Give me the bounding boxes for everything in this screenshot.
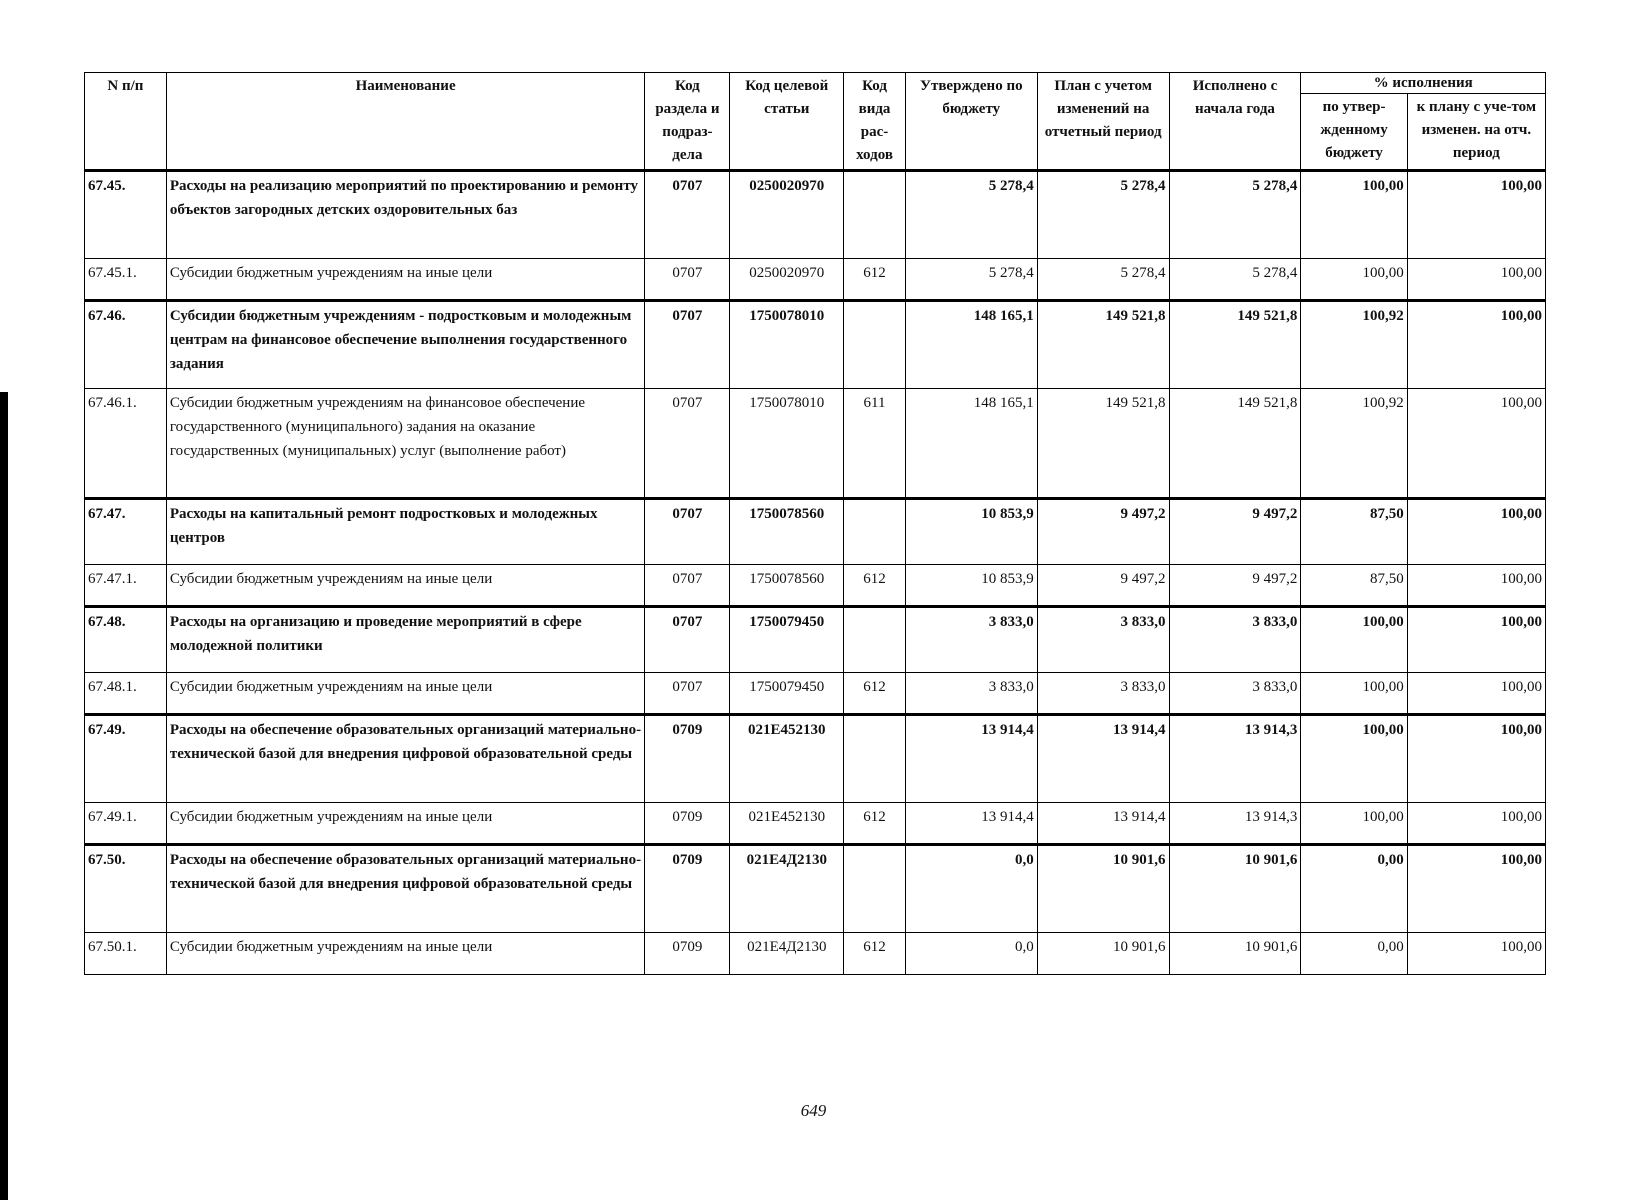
row-plan: 5 278,4 xyxy=(1037,171,1169,259)
row-plan: 9 497,2 xyxy=(1037,499,1169,565)
row-executed: 13 914,3 xyxy=(1169,803,1301,845)
row-pct-approved: 100,00 xyxy=(1301,803,1407,845)
row-name: Расходы на организацию и проведение мероприятий в сфере молодежной политики xyxy=(166,607,644,673)
row-number: 67.48. xyxy=(85,607,167,673)
row-approved: 10 853,9 xyxy=(905,499,1037,565)
row-type-code xyxy=(844,845,906,933)
row-name: Субсидии бюджетным учреждениям на финансовое обеспечение государственного (муниципального) задания на оказание государственных (муниципальных) услуг (выполнение работ) xyxy=(166,389,644,499)
header-plan: План с учетом изменений на отчетный период xyxy=(1037,73,1169,171)
table-body xyxy=(85,171,1546,975)
row-number: 67.49. xyxy=(85,715,167,803)
row-pct-approved: 100,92 xyxy=(1301,301,1407,389)
scan-edge-bar xyxy=(0,392,8,1200)
table-row xyxy=(85,171,1546,259)
row-number: 67.46. xyxy=(85,301,167,389)
table-header xyxy=(85,73,1546,171)
row-target-code: 1750078560 xyxy=(730,499,844,565)
row-name: Субсидии бюджетным учреждениям на иные цели xyxy=(166,673,644,715)
row-pct-approved: 100,00 xyxy=(1301,259,1407,301)
row-type-code: 612 xyxy=(844,565,906,607)
row-name: Расходы на капитальный ремонт подростковых и молодежных центров xyxy=(166,499,644,565)
row-executed: 149 521,8 xyxy=(1169,389,1301,499)
header-type: Код вида рас-ходов xyxy=(844,73,906,171)
header-pct-approved: по утвер-жденному бюджету xyxy=(1301,94,1407,171)
row-type-code xyxy=(844,499,906,565)
row-pct-plan: 100,00 xyxy=(1407,565,1545,607)
row-number: 67.45.1. xyxy=(85,259,167,301)
row-type-code: 612 xyxy=(844,803,906,845)
row-type-code: 612 xyxy=(844,259,906,301)
row-name: Субсидии бюджетным учреждениям на иные цели xyxy=(166,565,644,607)
table-row xyxy=(85,933,1546,975)
row-section-code: 0707 xyxy=(645,389,730,499)
row-section-code: 0707 xyxy=(645,565,730,607)
row-pct-plan: 100,00 xyxy=(1407,259,1545,301)
row-number: 67.50. xyxy=(85,845,167,933)
row-type-code xyxy=(844,301,906,389)
row-pct-plan: 100,00 xyxy=(1407,933,1545,975)
table-row xyxy=(85,673,1546,715)
row-pct-approved: 0,00 xyxy=(1301,933,1407,975)
row-pct-approved: 100,00 xyxy=(1301,171,1407,259)
row-section-code: 0709 xyxy=(645,933,730,975)
row-approved: 13 914,4 xyxy=(905,803,1037,845)
header-n: N п/п xyxy=(85,73,167,171)
row-approved: 5 278,4 xyxy=(905,171,1037,259)
table-row xyxy=(85,845,1546,933)
row-pct-approved: 0,00 xyxy=(1301,845,1407,933)
row-type-code xyxy=(844,171,906,259)
row-number: 67.47. xyxy=(85,499,167,565)
row-plan: 149 521,8 xyxy=(1037,301,1169,389)
header-target: Код целевой статьи xyxy=(730,73,844,171)
row-executed: 3 833,0 xyxy=(1169,673,1301,715)
header-name: Наименование xyxy=(166,73,644,171)
document-page xyxy=(84,72,1546,975)
row-plan: 3 833,0 xyxy=(1037,607,1169,673)
row-pct-approved: 100,00 xyxy=(1301,673,1407,715)
row-number: 67.47.1. xyxy=(85,565,167,607)
row-section-code: 0709 xyxy=(645,715,730,803)
row-approved: 0,0 xyxy=(905,933,1037,975)
row-approved: 3 833,0 xyxy=(905,673,1037,715)
row-section-code: 0707 xyxy=(645,171,730,259)
table-row xyxy=(85,715,1546,803)
row-executed: 10 901,6 xyxy=(1169,933,1301,975)
row-type-code xyxy=(844,715,906,803)
header-approved: Утверждено по бюджету xyxy=(905,73,1037,171)
table-row xyxy=(85,499,1546,565)
row-plan: 10 901,6 xyxy=(1037,933,1169,975)
row-section-code: 0707 xyxy=(645,607,730,673)
row-approved: 5 278,4 xyxy=(905,259,1037,301)
row-number: 67.49.1. xyxy=(85,803,167,845)
row-target-code: 021Е452130 xyxy=(730,715,844,803)
row-name: Субсидии бюджетным учреждениям - подростковым и молодежным центрам на финансовое обеспечение выполнения государственного задания xyxy=(166,301,644,389)
row-executed: 10 901,6 xyxy=(1169,845,1301,933)
row-name: Расходы на обеспечение образовательных организаций материально-технической базой для внедрения цифровой образовательной среды xyxy=(166,715,644,803)
row-section-code: 0707 xyxy=(645,673,730,715)
row-number: 67.48.1. xyxy=(85,673,167,715)
row-name: Субсидии бюджетным учреждениям на иные цели xyxy=(166,803,644,845)
row-approved: 3 833,0 xyxy=(905,607,1037,673)
row-number: 67.45. xyxy=(85,171,167,259)
table-row xyxy=(85,803,1546,845)
row-name: Расходы на реализацию мероприятий по проектированию и ремонту объектов загородных детских оздоровительных баз xyxy=(166,171,644,259)
row-section-code: 0709 xyxy=(645,845,730,933)
budget-table xyxy=(84,72,1546,975)
row-pct-plan: 100,00 xyxy=(1407,803,1545,845)
row-pct-plan: 100,00 xyxy=(1407,607,1545,673)
row-target-code: 1750078560 xyxy=(730,565,844,607)
row-plan: 149 521,8 xyxy=(1037,389,1169,499)
row-target-code: 1750079450 xyxy=(730,673,844,715)
row-number: 67.46.1. xyxy=(85,389,167,499)
row-section-code: 0707 xyxy=(645,259,730,301)
row-type-code: 611 xyxy=(844,389,906,499)
row-pct-approved: 87,50 xyxy=(1301,565,1407,607)
row-executed: 5 278,4 xyxy=(1169,171,1301,259)
row-target-code: 0250020970 xyxy=(730,259,844,301)
table-row xyxy=(85,259,1546,301)
row-pct-approved: 87,50 xyxy=(1301,499,1407,565)
table-row xyxy=(85,607,1546,673)
row-pct-approved: 100,00 xyxy=(1301,607,1407,673)
row-approved: 13 914,4 xyxy=(905,715,1037,803)
row-pct-plan: 100,00 xyxy=(1407,715,1545,803)
table-row xyxy=(85,389,1546,499)
row-plan: 13 914,4 xyxy=(1037,715,1169,803)
row-plan: 10 901,6 xyxy=(1037,845,1169,933)
row-plan: 5 278,4 xyxy=(1037,259,1169,301)
row-type-code: 612 xyxy=(844,673,906,715)
row-approved: 148 165,1 xyxy=(905,389,1037,499)
row-section-code: 0707 xyxy=(645,499,730,565)
row-plan: 13 914,4 xyxy=(1037,803,1169,845)
row-number: 67.50.1. xyxy=(85,933,167,975)
row-approved: 10 853,9 xyxy=(905,565,1037,607)
row-pct-plan: 100,00 xyxy=(1407,673,1545,715)
row-executed: 149 521,8 xyxy=(1169,301,1301,389)
row-executed: 9 497,2 xyxy=(1169,565,1301,607)
row-type-code xyxy=(844,607,906,673)
row-target-code: 021Е452130 xyxy=(730,803,844,845)
row-pct-approved: 100,00 xyxy=(1301,715,1407,803)
table-row xyxy=(85,565,1546,607)
row-target-code: 1750079450 xyxy=(730,607,844,673)
row-plan: 9 497,2 xyxy=(1037,565,1169,607)
header-executed: Исполнено с начала года xyxy=(1169,73,1301,171)
table-row xyxy=(85,301,1546,389)
row-approved: 148 165,1 xyxy=(905,301,1037,389)
header-section: Код раздела и подраз-дела xyxy=(645,73,730,171)
row-target-code: 021Е4Д2130 xyxy=(730,933,844,975)
row-approved: 0,0 xyxy=(905,845,1037,933)
row-pct-plan: 100,00 xyxy=(1407,499,1545,565)
row-name: Расходы на обеспечение образовательных организаций материально-технической базой для внедрения цифровой образовательной среды xyxy=(166,845,644,933)
row-target-code: 1750078010 xyxy=(730,301,844,389)
row-target-code: 021Е4Д2130 xyxy=(730,845,844,933)
row-type-code: 612 xyxy=(844,933,906,975)
row-executed: 9 497,2 xyxy=(1169,499,1301,565)
header-pct-plan: к плану с уче-том изменен. на отч. период xyxy=(1407,94,1545,171)
row-executed: 13 914,3 xyxy=(1169,715,1301,803)
header-percent: % исполнения xyxy=(1301,73,1546,94)
row-pct-plan: 100,00 xyxy=(1407,301,1545,389)
row-target-code: 0250020970 xyxy=(730,171,844,259)
row-pct-plan: 100,00 xyxy=(1407,845,1545,933)
page-number: 649 xyxy=(800,1101,827,1120)
row-executed: 5 278,4 xyxy=(1169,259,1301,301)
row-pct-plan: 100,00 xyxy=(1407,389,1545,499)
row-executed: 3 833,0 xyxy=(1169,607,1301,673)
row-name: Субсидии бюджетным учреждениям на иные цели xyxy=(166,259,644,301)
row-target-code: 1750078010 xyxy=(730,389,844,499)
row-name: Субсидии бюджетным учреждениям на иные цели xyxy=(166,933,644,975)
row-section-code: 0709 xyxy=(645,803,730,845)
row-plan: 3 833,0 xyxy=(1037,673,1169,715)
row-section-code: 0707 xyxy=(645,301,730,389)
row-pct-approved: 100,92 xyxy=(1301,389,1407,499)
row-pct-plan: 100,00 xyxy=(1407,171,1545,259)
